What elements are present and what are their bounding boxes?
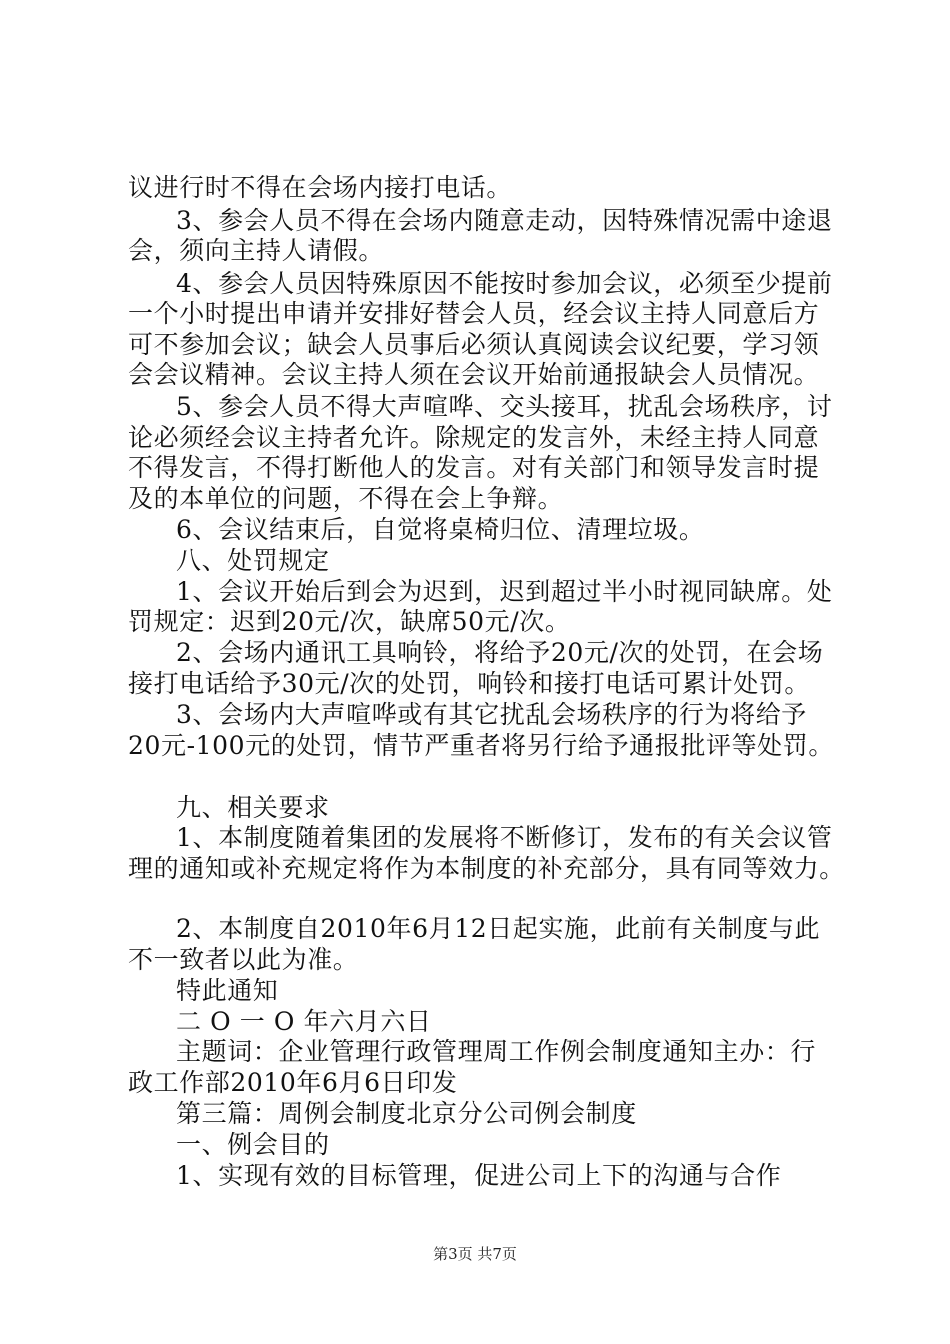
date-line: 二 O 一 O 年六月六日 <box>176 1007 432 1036</box>
text-line: 5、参会人员不得大声喧哗、交头接耳，扰乱会场秩序，讨 <box>176 392 833 421</box>
section-heading: 第三篇：周例会制度北京分公司例会制度 <box>176 1099 637 1128</box>
text-line: 主题词：企业管理行政管理周工作例会制度通知主办：行 <box>176 1037 817 1066</box>
section-heading: 九、相关要求 <box>176 793 330 822</box>
text-line: 罚规定：迟到20元/次，缺席50元/次。 <box>128 607 571 636</box>
text-line: 20元-100元的处罚，情节严重者将另行给予通报批评等处罚。 <box>128 731 834 760</box>
text-line: 可不参加会议；缺会人员事后必须认真阅读会议纪要，学习领 <box>128 330 820 359</box>
text-line: 3、会场内大声喧哗或有其它扰乱会场秩序的行为将给予 <box>176 700 807 729</box>
text-line: 议进行时不得在会场内接打电话。 <box>128 173 513 202</box>
text-line: 1、实现有效的目标管理，促进公司上下的沟通与合作 <box>176 1161 782 1190</box>
text-line: 1、本制度随着集团的发展将不断修订，发布的有关会议管 <box>176 823 833 852</box>
text-line: 1、会议开始后到会为迟到，迟到超过半小时视同缺席。处 <box>176 577 833 606</box>
text-line: 接打电话给予30元/次的处罚，响铃和接打电话可累计处罚。 <box>128 669 811 698</box>
text-line: 论必须经会议主持者允许。除规定的发言外，未经主持人同意 <box>128 423 820 452</box>
text-line: 会，须向主持人请假。 <box>128 236 385 265</box>
page-footer: 第3页 共7页 <box>433 1245 517 1263</box>
text-line: 及的本单位的问题，不得在会上争辩。 <box>128 484 564 513</box>
text-line: 一个小时提出申请并安排好替会人员，经会议主持人同意后方 <box>128 299 820 328</box>
text-line: 不一致者以此为准。 <box>128 945 359 974</box>
section-heading: 一、例会目的 <box>176 1130 330 1159</box>
text-line: 不得发言，不得打断他人的发言。对有关部门和领导发言时提 <box>128 453 820 482</box>
text-line: 政工作部2010年6月6日印发 <box>128 1068 458 1097</box>
text-line: 2、本制度自2010年6月12日起实施，此前有关制度与此 <box>176 914 821 943</box>
text-line: 会会议精神。会议主持人须在会议开始前通报缺会人员情况。 <box>128 360 820 389</box>
text-line: 3、参会人员不得在会场内随意走动，因特殊情况需中途退 <box>176 206 833 235</box>
text-line: 理的通知或补充规定将作为本制度的补充部分，具有同等效力。 <box>128 854 845 883</box>
section-heading: 八、处罚规定 <box>176 546 330 575</box>
text-line: 4、参会人员因特殊原因不能按时参加会议，必须至少提前 <box>176 269 833 298</box>
text-line: 6、会议结束后，自觉将桌椅归位、清理垃圾。 <box>176 515 705 544</box>
text-line: 2、会场内通讯工具响铃，将给予20元/次的处罚，在会场 <box>176 638 824 667</box>
closing-text: 特此通知 <box>176 976 279 1005</box>
